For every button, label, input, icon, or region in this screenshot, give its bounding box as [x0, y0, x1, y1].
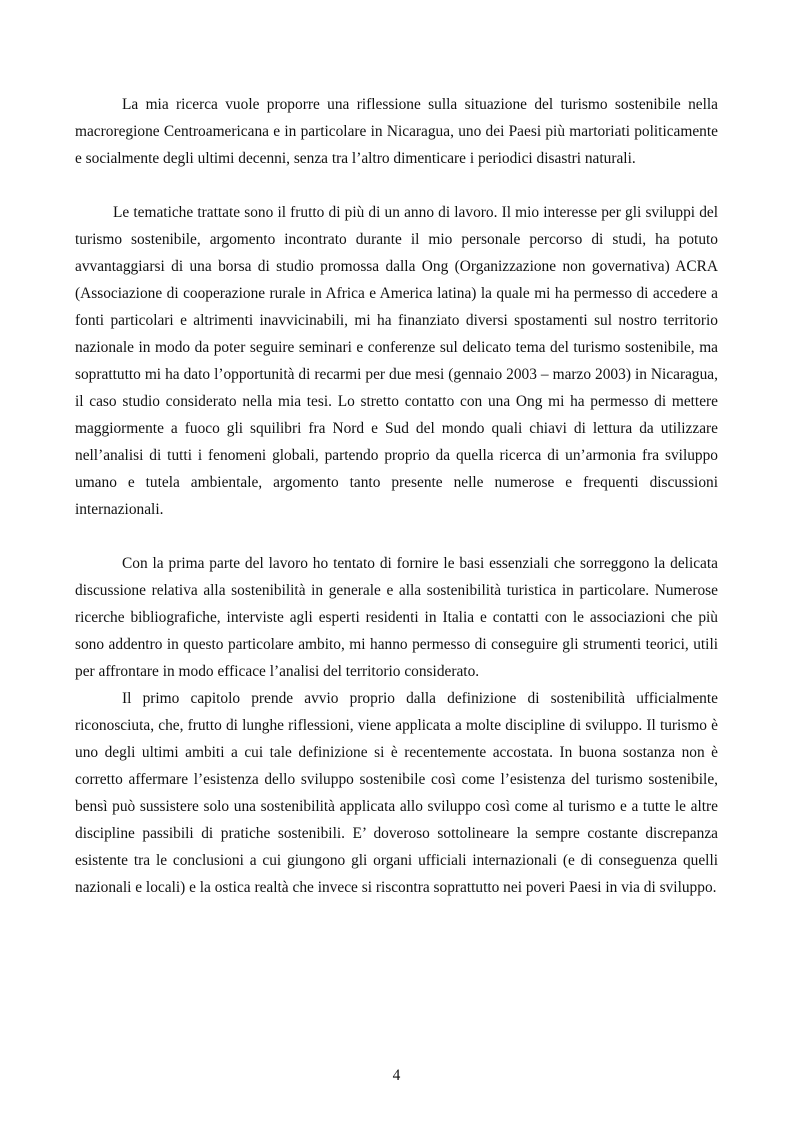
- page-number: 4: [392, 1067, 401, 1084]
- body-text: [75, 91, 718, 901]
- paragraph-first-part: Con la prima parte del lavoro ho tentato di fornire le basi essenziali che sorreggono la delicata discussione relativa alla sostenibilità in generale e alla sostenibilità turistica in particolare. Numerose ricerche bibliografiche, interviste agli esperti residenti in Italia e contatti con le associazioni che più sono addentro in questo particolare ambito, mi hanno permesso di conseguire gli strumenti teorici, utili per affrontare in modo efficace l’analisi del territorio considerato.: [75, 555, 718, 680]
- paragraph-first-chapter: Il primo capitolo prende avvio proprio dalla definizione di sostenibilità ufficialmente riconosciuta, che, frutto di lunghe riflessioni, viene applicata a molte discipline di sviluppo. Il turismo è uno degli ultimi ambiti a cui tale definizione si è recentemente accostata. In buona sostanza non è corretto affermare l’esistenza dello sviluppo sostenibile così come l’esistenza del turismo sostenibile, bensì può sussistere solo una sostenibilità applicata allo sviluppo così come al turismo e a tutte le altre discipline passibili di pratiche sostenibili. E’ doveroso sottolineare la sempre costante discrepanza esistente tra le conclusioni a cui giungono gli organi ufficiali internazionali (e di conseguenza quelli nazionali e locali) e la ostica realtà che invece si riscontra soprattutto nei poveri Paesi in via di sviluppo.: [75, 690, 718, 896]
- paragraph-themes: Le tematiche trattate sono il frutto di più di un anno di lavoro. Il mio interesse per gli sviluppi del turismo sostenibile, argomento incontrato durante il mio personale percorso di studi, ha potuto avvantaggiarsi di una borsa di studio promossa dalla Ong (Organizzazione non governativa) ACRA (Associazione di cooperazione rurale in Africa e America latina) la quale mi ha permesso di accedere a fonti particolari e altrimenti inavvicinabili, mi ha finanziato diversi spostamenti sul nostro territorio nazionale in modo da poter seguire seminari e conferenze sul delicato tema del turismo sostenibile, ma soprattutto mi ha dato l’opportunità di recarmi per due mesi (gennaio 2003 – marzo 2003) in Nicaragua, il caso studio considerato nella mia tesi. Lo stretto contatto con una Ong mi ha permesso di mettere maggiormente a fuoco gli squilibri fra Nord e Sud del mondo quali chiavi di lettura da utilizzare nell’analisi di tutti i fenomeni globali, partendo proprio da quella ricerca di un’armonia fra sviluppo umano e tutela ambientale, argomento tanto presente nelle numerose e frequenti discussioni internazionali.: [75, 204, 718, 518]
- paragraph-intro: La mia ricerca vuole proporre una riflessione sulla situazione del turismo sostenibile nella macroregione Centroamericana e in particolare in Nicaragua, uno dei Paesi più martoriati politicamente e socialmente degli ultimi decenni, senza tra l’altro dimenticare i periodici disastri naturali.: [75, 96, 718, 167]
